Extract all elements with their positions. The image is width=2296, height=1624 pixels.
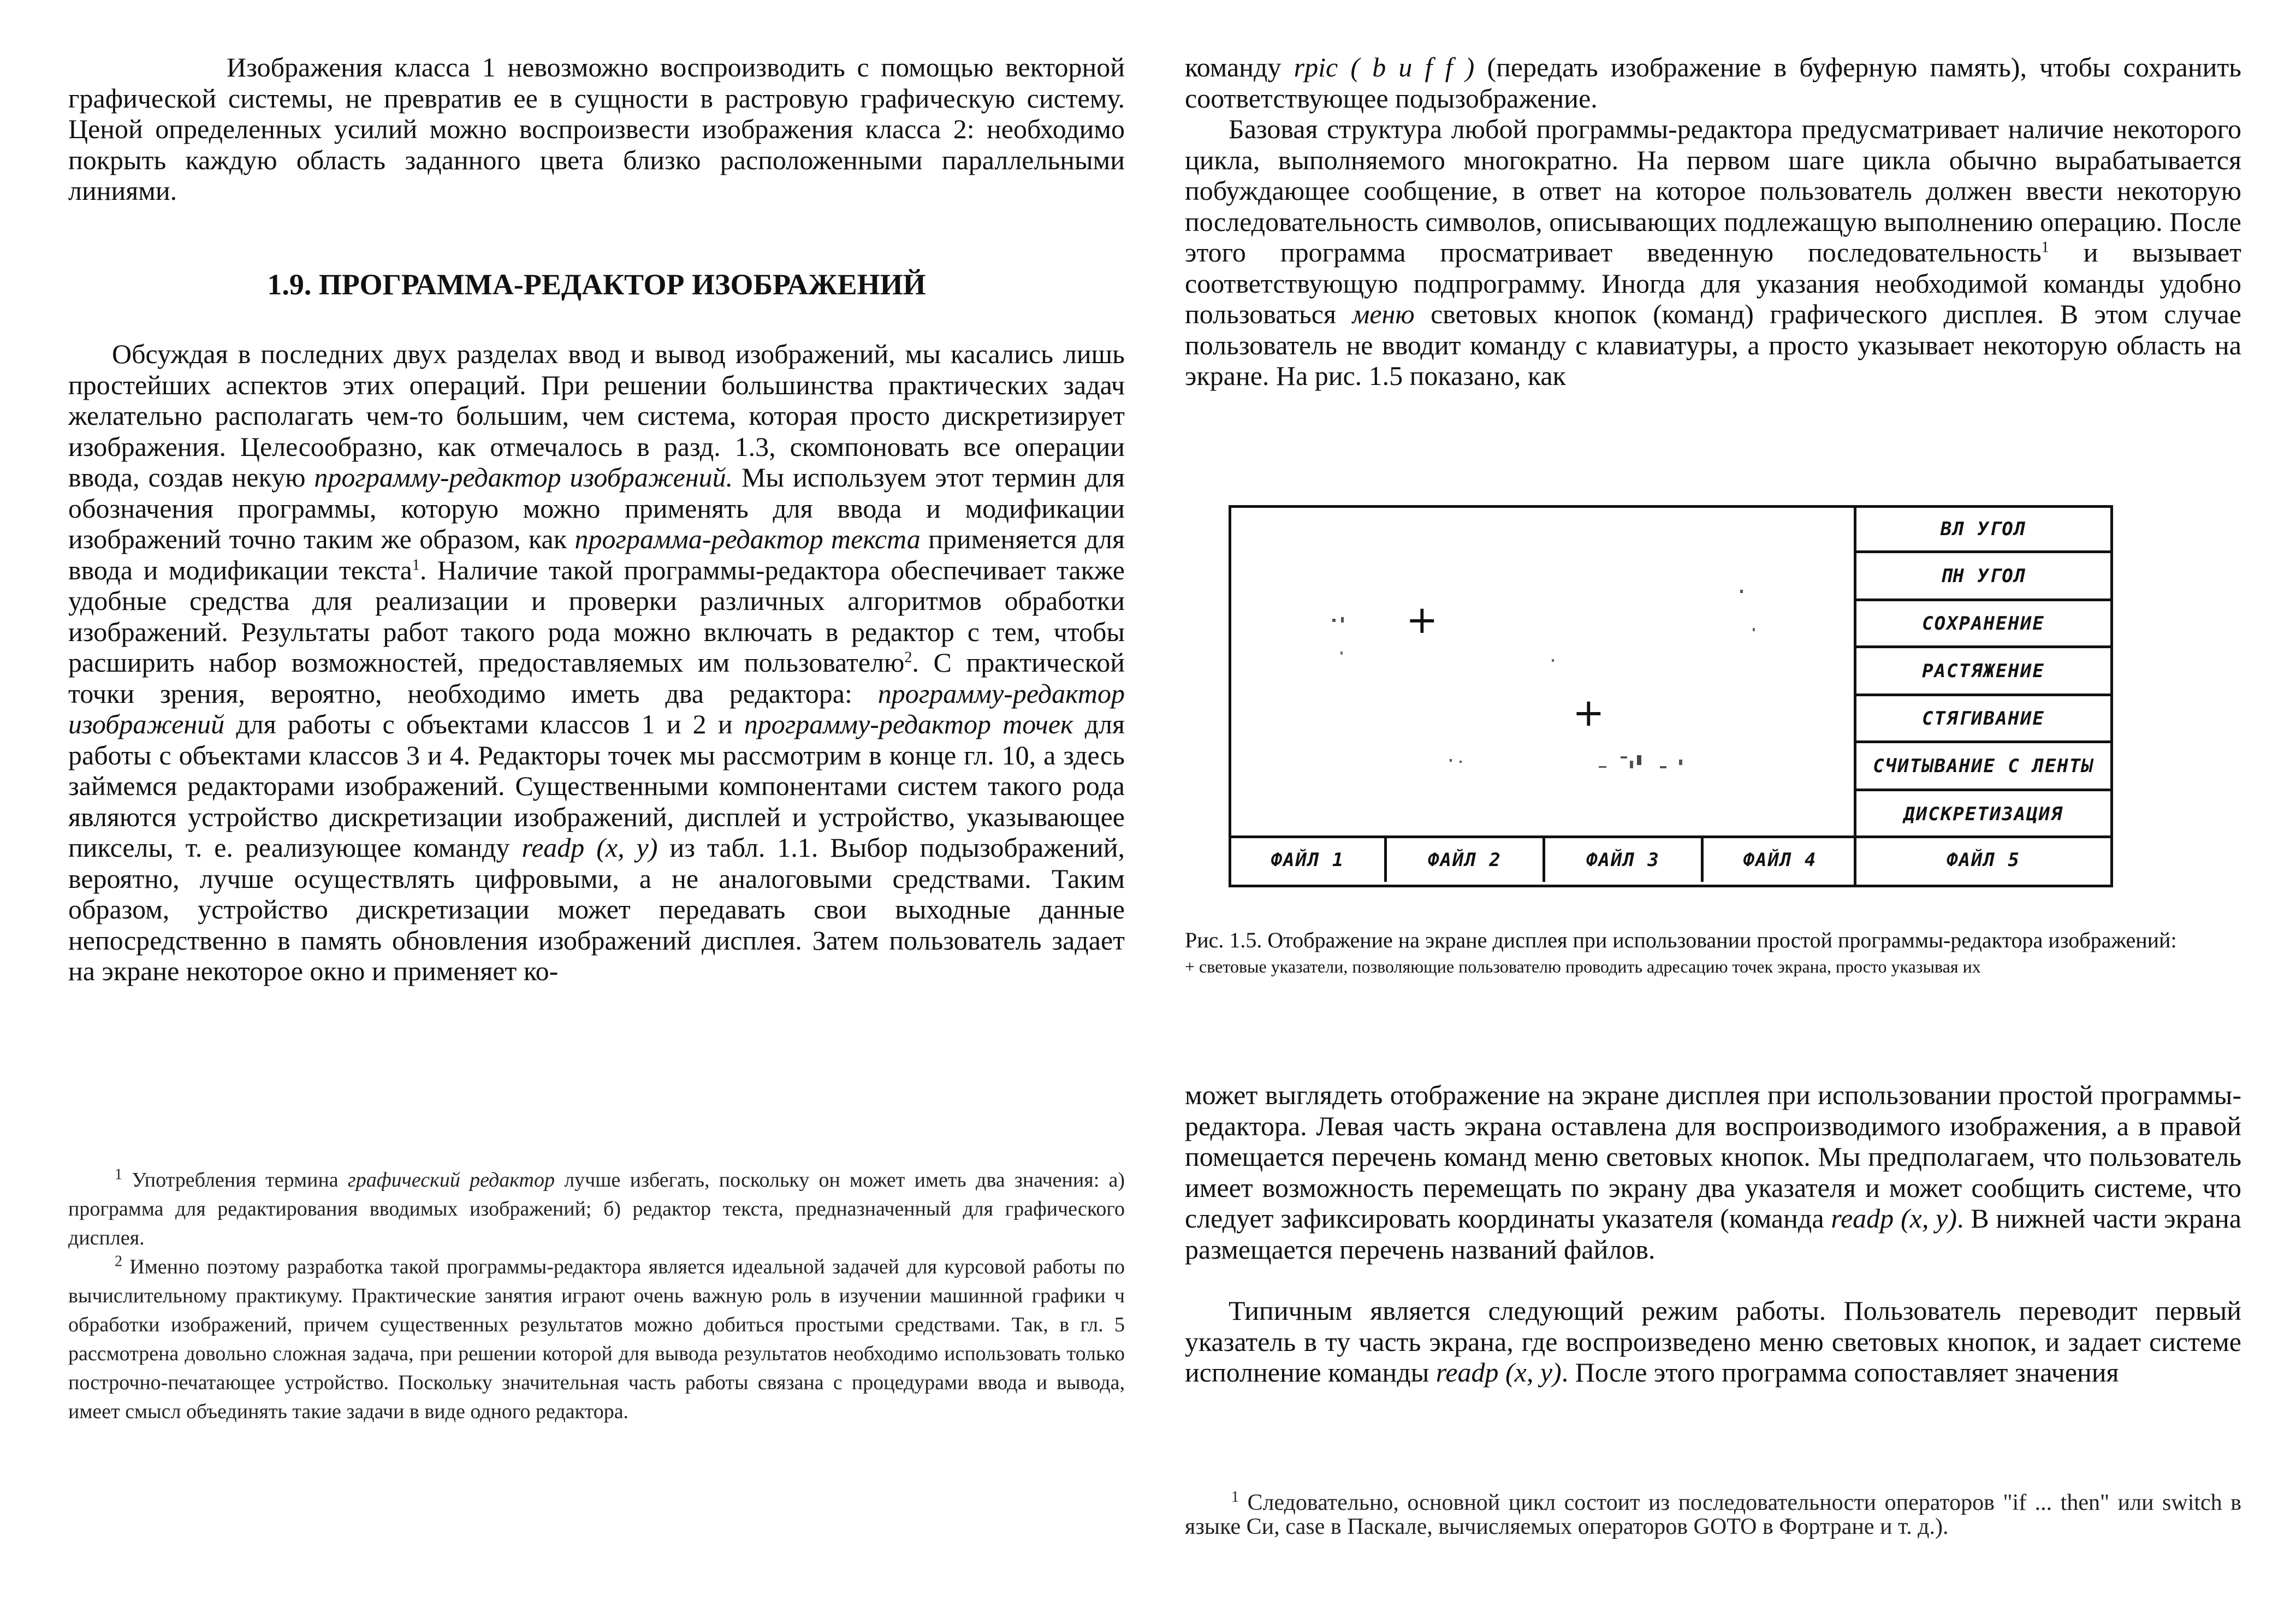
figure-caption <box>1185 928 2184 975</box>
menu-item-left-corner[interactable]: ВЛ УГОЛ <box>1856 508 2110 553</box>
right-paragraph-typical-mode: Типичным является следующий режим работы. Пользователь переводит первый указатель в ту часть экрана, где воспроизведено меню световых кнопок, и задает системе исполнение команды readp (x, y). После этого программа сопоставляет значения <box>1185 1295 2241 1388</box>
right-footnote-1: $^1$ Следовательно, основной цикл состоит из последовательности операторов "if ... then" или switch в языке Си, case в Паскале, вычисляемых операторов GOTO в Фортране и т. д.). <box>1185 1489 2241 1539</box>
menu-item-stretch[interactable]: РАСТЯЖЕНИЕ <box>1856 648 2110 696</box>
file-item-2[interactable]: ФАЙЛ 2 <box>1387 838 1545 882</box>
menu-item-read-tape[interactable]: СЧИТЫВАНИЕ С ЛЕНТЫ <box>1856 743 2110 791</box>
figure-1-5 <box>1229 505 2113 887</box>
caption-note: + световые указатели, позволяющие пользователю проводить адресацию точек экрана, просто указывая их <box>1185 957 1981 976</box>
file-item-5[interactable]: ФАЙЛ 5 <box>1947 849 2020 871</box>
cursor-2-icon[interactable]: + <box>1573 690 1605 735</box>
right-top-paragraph: команду rpic ( b u f f ) (передать изображение в буферную память), чтобы сохранить соответствующее подызображение. <box>1185 52 2241 114</box>
right-paragraph-basic-structure: Базовая структура любой программы-редактора предусматривает наличие некоторого цикла, выполняемого многократно. На первом шаге цикла обычно вырабатывается побуждающее сообщение, в ответ на которое пользователь должен ввести некоторую последовательность символов, описывающих подлежащую выполнению операцию. После этого программа просматривает введенную последовательность$^1$ и вызывает соответствующую подпрограмму. Иногда для указания необходимой команды удобно пользоваться меню световых кнопок (команд) графического дисплея. В этом случае пользователь не вводит команду с клавиатуры, а просто указывает некоторую область на экране. На рис. 1.5 показано, как <box>1185 114 2241 391</box>
footnote-ref-1: 1 <box>412 556 420 573</box>
file-item-3[interactable]: ФАЙЛ 3 <box>1545 838 1704 882</box>
main-paragraph: Обсуждая в последних двух разделах ввод и вывод изображений, мы касались лишь простейших аспектов этих операций. При решении большинства практических задач желательно располагать чем-то большим, чем система, которая просто дискретизирует изображения. Целесообразно, как отмечалось в разд. 1.3, скомпоновать все операции ввода, создав некую программу-редактор изображений. Мы используем этот термин для обозначения программы, которую можно применять для ввода и модификации изображений точно таким же образом, как программа-редактор текста применяется для ввода и модификации текста$^1$. Наличие такой программы-редактора обеспечивает также удобные средства для реализации и проверки различных алгоритмов обработки изображений. Результаты работ такого рода можно включать в редактор с тем, чтобы расширить набор возможностей, предоставляемых им пользователю$^2$. С практической точки зрения, вероятно, необходимо иметь два редактора: программу-редактор изображений для работы с объектами классов 1 и 2 и программу-редактор точек для работы с объектами классов 3 и 4. Редакторы точек мы рассмотрим в конце гл. 10, а здесь займемся редакторами изображений. Существенными компонентами систем такого рода являются устройство дискретизации изображений, дисплей и устройство, указывающее пикселы, т. е. реализующее команду readp (x, y) из табл. 1.1. Выбор подызображений, вероятно, лучше осуществлять цифровыми, а не аналоговыми средствами. Таким образом, устройство дискретизации может передавать свои выходные данные непосредственно в память обновления изображений дисплея. Затем пользователь задает на экране некоторое окно и применяет ко- <box>68 339 1125 986</box>
menu-item-right-corner[interactable]: ПН УГОЛ <box>1856 553 2110 601</box>
footnote-2: $^2$ Именно поэтому разработка такой программы-редактора является идеальной задачей для курсовой работы по вычислительному практикуму. Практические занятия играют очень важную роль в изучении машинной графики ч обработки изображений, причем существенных результатов можно добиться простыми средствами. Так, в гл. 5 рассмотрена довольно сложная задача, при решении которой для вывода результатов необходимо использовать только построчно-печатающее устройство. Поскольку значительная часть работы связана с процедурами ввода и вывода, имеет смысл объединять такие задачи в виде одного редактора. <box>68 1253 1125 1423</box>
left-column <box>68 52 1125 1423</box>
section-heading: 1.9. ПРОГРАММА-РЕДАКТОР ИЗОБРАЖЕНИЙ <box>267 268 926 301</box>
cursor-1-icon[interactable]: + <box>1406 597 1438 642</box>
menu-item-shrink[interactable]: СТЯГИВАНИЕ <box>1856 696 2110 743</box>
menu-item-save[interactable]: СОХРАНЕНИЕ <box>1856 601 2110 648</box>
menu-item-digitize[interactable]: ДИСКРЕТИЗАЦИЯ <box>1903 803 2063 825</box>
left-footnotes <box>68 1166 1125 1426</box>
intro-paragraph: Изображения класса 1 невозможно воспроизводить с помощью векторной графической системы, не превратив ее в сущности в растровую графическую систему. Ценой определенных усилий можно воспроизвести изображения класса 2: необходимо покрыть каждую область заданного цвета близко расположенными параллельными линиями. <box>68 52 1125 206</box>
caption-text: Рис. 1.5. Отображение на экране дисплея при использовании простой программы-редактора изображений: <box>1185 928 2177 952</box>
file-item-4[interactable]: ФАЙЛ 4 <box>1743 849 1817 871</box>
file-item-1[interactable]: ФАЙЛ 1 <box>1231 838 1387 882</box>
footnote-ref-2: 2 <box>904 649 912 666</box>
right-column <box>1185 52 2241 1539</box>
right-paragraph-screen-layout: может выглядеть отображение на экране дисплея при использовании простой программы-редактора. Левая часть экрана оставлена для воспроизводимого изображения, а в правой помещается перечень команд меню световых кнопок. Мы предполагаем, что пользователь имеет возможность перемещать по экрану два указателя и может сообщить системе, что следует зафиксировать координаты указателя (команда readp (x, y). В нижней части экрана размещается перечень названий файлов. <box>1185 1080 2241 1265</box>
footnote-1: $^1$ Употребления термина графический редактор лучше избегать, поскольку он может иметь два значения: а) программа для редактирования вводимых изображений; б) редактор текста, предназначенный для графического дисплея. <box>68 1166 1125 1249</box>
